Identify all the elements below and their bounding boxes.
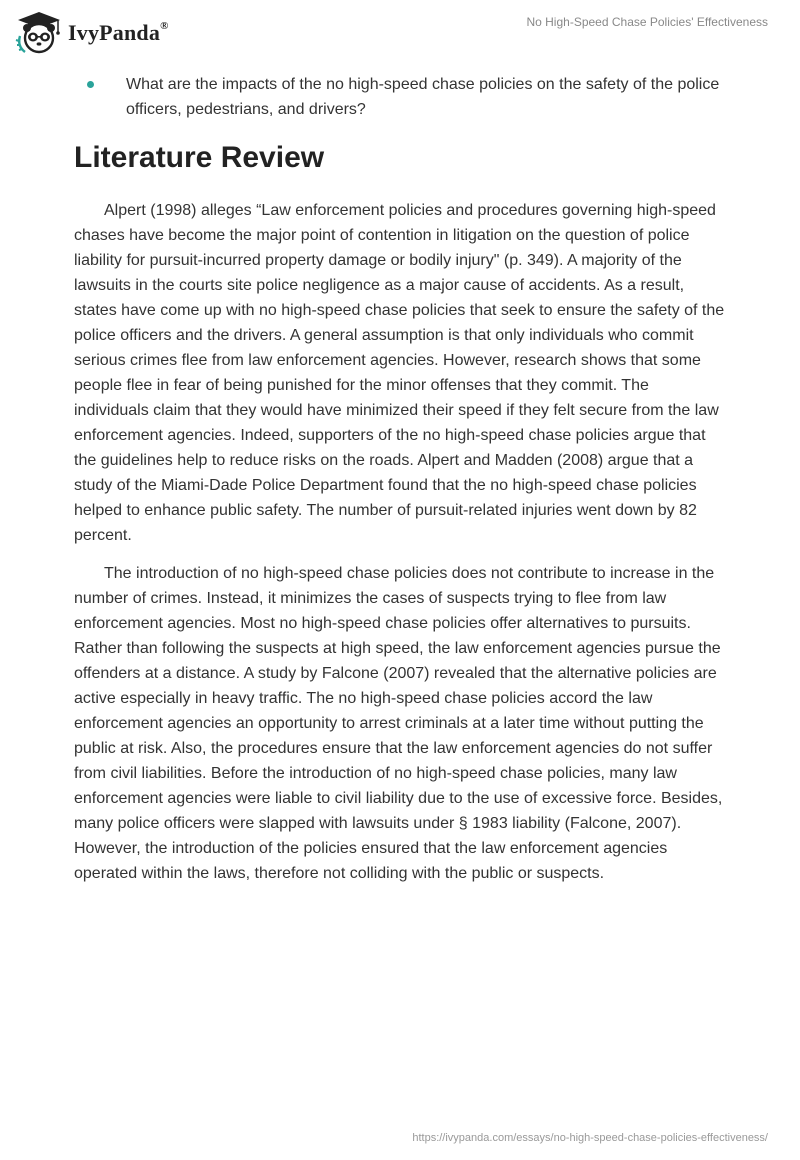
bullet-dot-icon [87,81,94,88]
source-url-link[interactable]: https://ivypanda.com/essays/no-high-speed-chase-policies-effectiveness/ [412,1132,768,1144]
logo-name: IvyPanda [68,20,161,45]
logo-wordmark [68,20,169,46]
section-heading: Literature Review [74,141,325,174]
panda-graduate-icon [14,10,64,56]
ivypanda-logo[interactable] [14,10,169,56]
paragraph: Alpert (1998) alleges “Law enforcement policies and procedures governing high-speed chases have become the major point of contention in litigation on the question of police liability for pursuit-incurred property damage or bodily injury" (p. 349). A majority of the lawsuits in the courts site police negligence as a major cause of accidents. As a result, states have come up with no high-speed chase policies that seek to ensure the safety of the police officers and the drivers. A general assumption is that only individuals who commit serious crimes flee from law enforcement agencies. However, research shows that some people flee in fear of being punished for the minor offenses that they commit. The individuals claim that they would have minimized their speed if they felt secure from the law enforcement agencies. Indeed, supporters of the no high-speed chase policies argue that the guidelines help to reduce risks on the roads. Alpert and Madden (2008) argue that a study of the Miami-Dade Police Department found that the no high-speed chase policies helped to enhance public safety. The number of pursuit-related injuries went down by 82 percent. [74,202,725,544]
list-item-text: What are the impacts of the no high-speed chase policies on the safety of the police officers, pedestrians, and drivers? [126,76,720,118]
paragraph: The introduction of no high-speed chase policies does not contribute to increase in the number of crimes. Instead, it minimizes the cases of suspects trying to flee from law enforcement agencies. Most no high-speed chase policies offer alternatives to pursuits. Rather than following the suspects at high speed, the law enforcement agencies pursue the offenders at a distance. A study by Falcone (2007) revealed that the alternative policies are active especially in heavy traffic. The no high-speed chase policies accord the law enforcement agencies an opportunity to arrest criminals at a later time without putting the public at risk. Also, the procedures ensure that the law enforcement agencies do not suffer from civil liabilities. Before the introduction of no high-speed chase policies, many law enforcement agencies were liable to civil liability due to the use of excessive force. Besides, many police officers were slapped with lawsuits under § 1983 liability (Falcone, 2007). However, the introduction of the policies ensured that the law enforcement agencies operated within the laws, therefore not colliding with the public or suspects. [74,565,723,882]
section-body [74,198,728,899]
research-questions-list [0,72,800,122]
document-title: No High-Speed Chase Policies' Effectiveness [526,15,768,29]
registered-mark: ® [160,19,169,32]
list-item [0,72,800,122]
